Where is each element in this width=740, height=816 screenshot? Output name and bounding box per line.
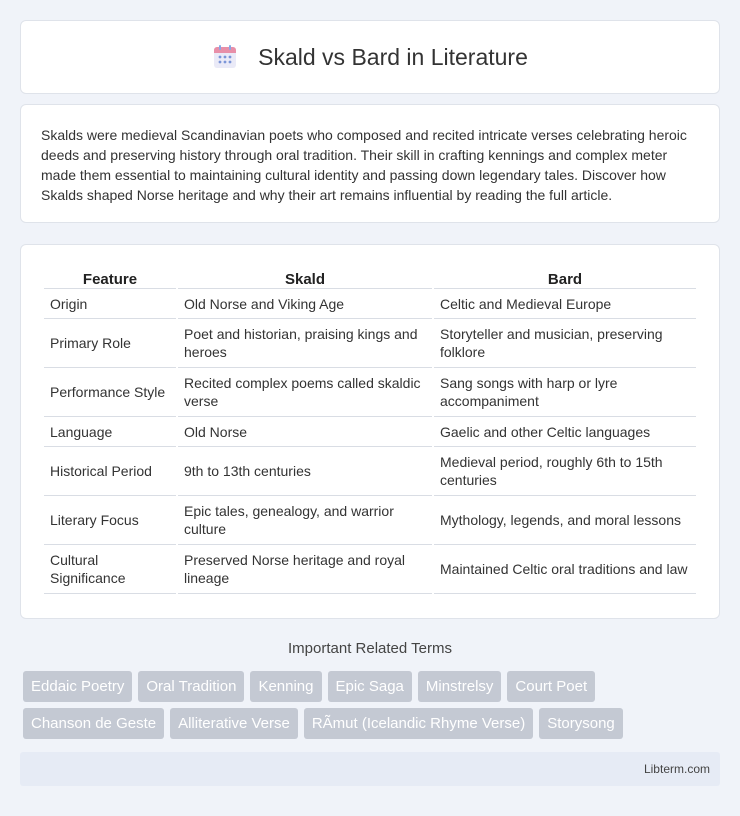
header-feature: Feature (44, 265, 176, 289)
bard-cell: Sang songs with harp or lyre accompaniment (434, 368, 696, 417)
tag-alliterative-verse[interactable]: Alliterative Verse (170, 708, 298, 739)
skald-cell: Recited complex poems called skaldic verse (178, 368, 432, 417)
related-terms-title: Important Related Terms (288, 640, 452, 657)
tag-rimur[interactable]: RÃmut (Icelandic Rhyme Verse) (304, 708, 533, 739)
tag-storysong[interactable]: Storysong (539, 708, 623, 739)
header-bard: Bard (434, 265, 696, 289)
table-row (44, 417, 696, 447)
table-row (44, 368, 696, 417)
related-tags (23, 671, 723, 745)
bard-cell: Medieval period, roughly 6th to 15th centuries (434, 447, 696, 496)
bard-cell: Storyteller and musician, preserving folklore (434, 319, 696, 368)
tag-oral-tradition[interactable]: Oral Tradition (138, 671, 244, 702)
title-wrap (212, 44, 528, 71)
feature-cell: Origin (44, 289, 176, 319)
page-title: Skald vs Bard in Literature (258, 43, 528, 70)
tag-minstrelsy[interactable]: Minstrelsy (418, 671, 502, 702)
intro-card (20, 104, 720, 223)
header-skald: Skald (178, 265, 432, 289)
table-row (44, 319, 696, 368)
table-header-row (44, 265, 696, 289)
title-card (20, 20, 720, 94)
tag-epic-saga[interactable]: Epic Saga (328, 671, 412, 702)
feature-cell: Literary Focus (44, 496, 176, 545)
feature-cell: Historical Period (44, 447, 176, 496)
skald-cell: Old Norse (178, 417, 432, 447)
skald-cell: Old Norse and Viking Age (178, 289, 432, 319)
comparison-card (20, 244, 720, 619)
bard-cell: Mythology, legends, and moral lessons (434, 496, 696, 545)
bard-cell: Gaelic and other Celtic languages (434, 417, 696, 447)
bard-cell: Maintained Celtic oral traditions and law (434, 545, 696, 594)
skald-cell: Poet and historian, praising kings and heroes (178, 319, 432, 368)
feature-cell: Language (44, 417, 176, 447)
footer-site-link[interactable]: Libterm.com (20, 752, 720, 786)
tag-eddaic-poetry[interactable]: Eddaic Poetry (23, 671, 132, 702)
skald-cell: Epic tales, genealogy, and warrior culture (178, 496, 432, 545)
tag-row (23, 671, 723, 702)
table-row (44, 545, 696, 594)
tag-chanson-de-geste[interactable]: Chanson de Geste (23, 708, 164, 739)
tag-court-poet[interactable]: Court Poet (507, 671, 595, 702)
feature-cell: Primary Role (44, 319, 176, 368)
calendar-icon (212, 44, 238, 70)
table-row (44, 496, 696, 545)
table-row (44, 447, 696, 496)
feature-cell: Cultural Significance (44, 545, 176, 594)
tag-row (23, 708, 723, 739)
tag-kenning[interactable]: Kenning (250, 671, 321, 702)
bard-cell: Celtic and Medieval Europe (434, 289, 696, 319)
feature-cell: Performance Style (44, 368, 176, 417)
skald-cell: Preserved Norse heritage and royal lineage (178, 545, 432, 594)
intro-text: Skalds were medieval Scandinavian poets who composed and recited intricate verses celebrating heroic deeds and preserving history through oral tradition. Their skill in crafting kennings and complex meter made them essential to maintaining cultural identity and passing down legendary tales. Discover how Skalds shaped Norse heritage and why their art remains influential by reading the full article. (41, 127, 687, 203)
skald-cell: 9th to 13th centuries (178, 447, 432, 496)
comparison-table (42, 265, 698, 594)
table-row (44, 289, 696, 319)
